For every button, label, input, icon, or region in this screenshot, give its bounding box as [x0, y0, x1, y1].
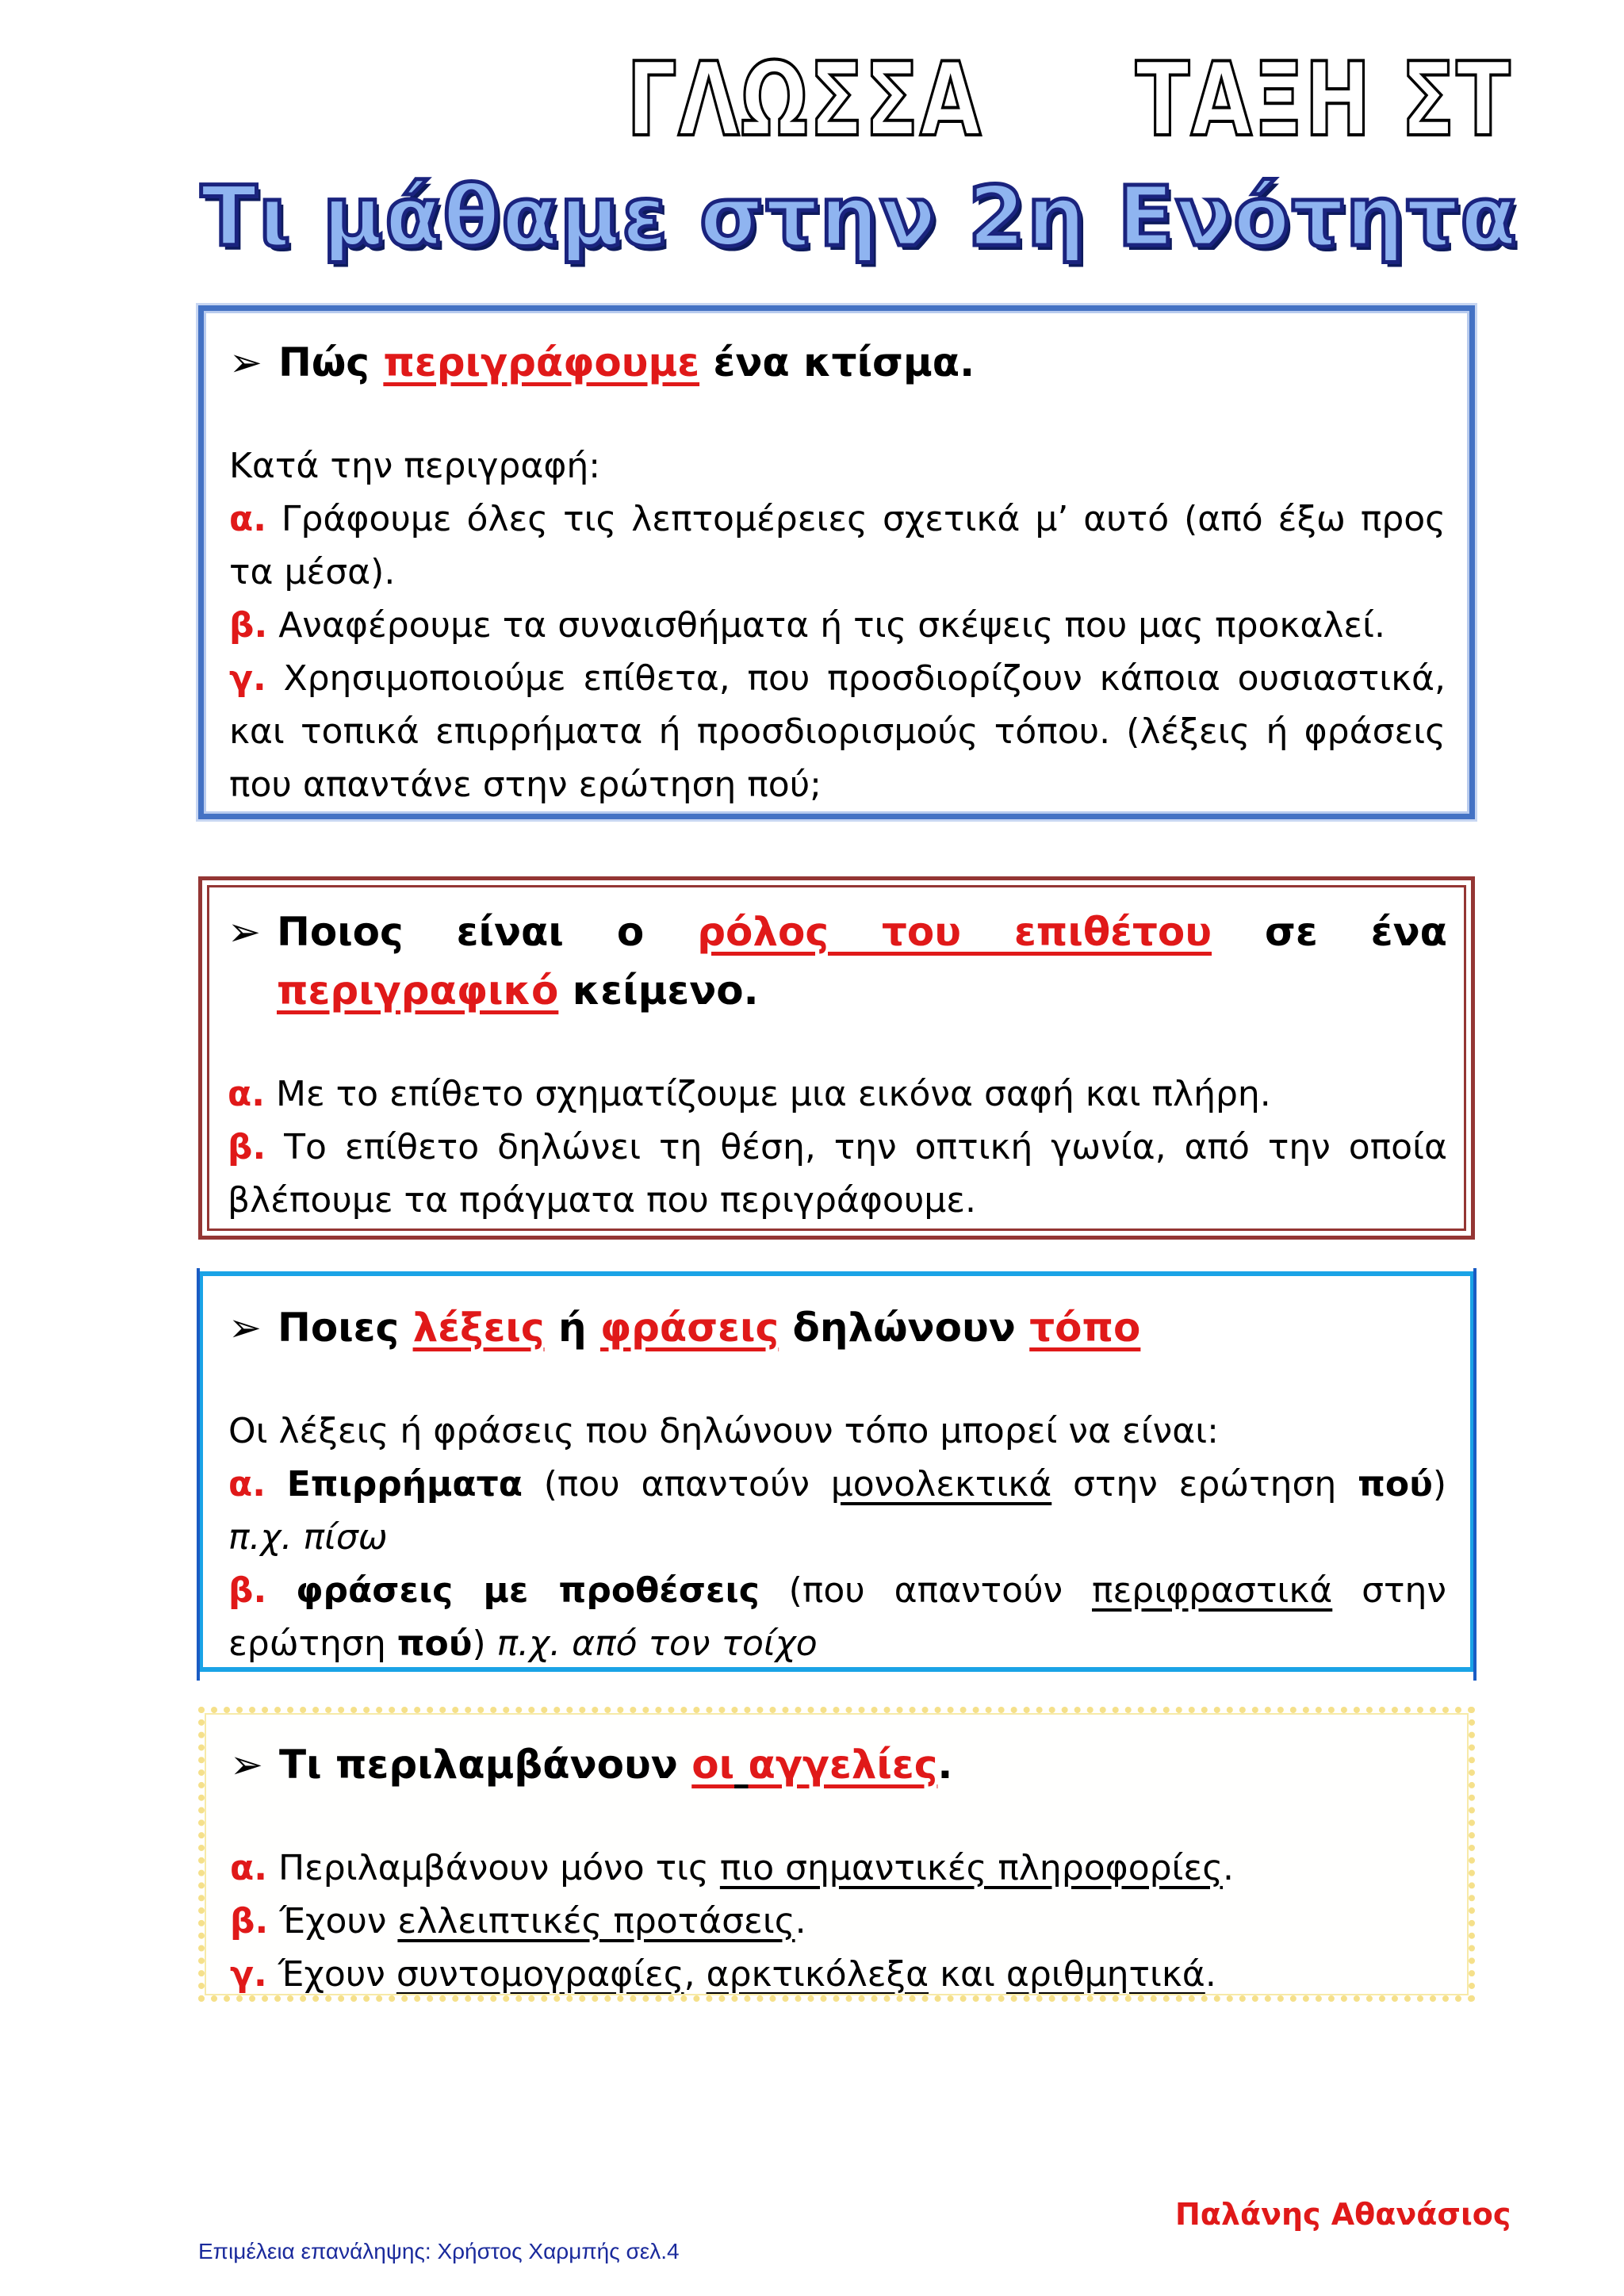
list-item: α. Περιλαμβάνουν μόνο τις πιο σημαντικές πληροφορίες.	[230, 1848, 1235, 1888]
arrow-bullet-icon: ➢	[228, 1305, 262, 1351]
list-item: γ. Χρησιμοποιούμε επίθετα, που προσδιορίζουν κάποια ουσιαστικά, και τοπικά επιρρήματα ή προσδιορισμούς τόπου. (λέξεις ή φράσεις που απαντάνε στην ερώτηση πού;	[229, 658, 1446, 805]
page-footer: Επιμέλεια επανάληψης: Χρήστος Χαρμπής σελ.4	[198, 2239, 680, 2263]
list-item: β. φράσεις με προθέσεις (που απαντούν περιφραστικά στην ερώτηση πού) π.χ. από τον τοίχο	[228, 1570, 1446, 1664]
section-question: ➢ Ποιος είναι ο ρόλος του επιθέτου σε ένα περιγραφικό κείμενο.	[228, 903, 1447, 1020]
section-adjective-role	[198, 876, 1475, 1240]
list-item: β. Έχουν ελλειπτικές προτάσεις.	[230, 1901, 806, 1941]
arrow-bullet-icon: ➢	[228, 909, 261, 955]
subject-heading: ΓΛΩΣΣΑ	[626, 41, 982, 159]
intro-text: Κατά την περιγραφή:	[229, 446, 601, 486]
grade-heading: ΤΑΞΗ ΣΤ	[1136, 41, 1511, 159]
highlighted-term: λέξεις	[412, 1305, 545, 1351]
intro-text: Οι λέξεις ή φράσεις που δηλώνουν τόπο μπορεί να είναι:	[228, 1411, 1219, 1451]
list-item: α. Επιρρήματα (που απαντούν μονολεκτικά στην ερώτηση πού) π.χ. πίσω	[228, 1464, 1446, 1558]
section-question: ➢ Ποιες λέξεις ή φράσεις δηλώνουν τόπο	[228, 1298, 1446, 1357]
list-item: α. Με το επίθετο σχηματίζουμε μια εικόνα σαφή και πλήρη.	[228, 1074, 1271, 1114]
list-item: γ. Έχουν συντομογραφίες, αρκτικόλεξα και αριθμητικά.	[230, 1954, 1216, 1995]
arrow-bullet-icon: ➢	[229, 339, 262, 385]
highlighted-term: αγγελίες	[748, 1742, 938, 1788]
highlighted-term: περιγράφουμε	[383, 339, 700, 385]
author-name: Παλάνης Αθανάσιος	[1175, 2197, 1511, 2232]
highlighted-term: φράσεις	[599, 1305, 779, 1351]
list-item: β. Αναφέρουμε τα συναισθήματα ή τις σκέψεις που μας προκαλεί.	[229, 605, 1386, 646]
section-question: ➢ Πώς περιγράφουμε ένα κτίσμα.	[229, 333, 1446, 392]
section-place-words	[198, 1271, 1475, 1672]
page-title: Τι μάθαμε στην 2η Ενότητα	[201, 168, 1519, 265]
section-building-description	[198, 305, 1475, 819]
highlighted-term: ρόλος του επιθέτου	[697, 909, 1212, 955]
list-item: α. Γράφουμε όλες τις λεπτομέρειες σχετικά μ’ αυτό (από έξω προς τα μέσα).	[229, 499, 1446, 592]
section-question: ➢ Τι περιλαμβάνουν οι αγγελίες.	[230, 1735, 1445, 1794]
arrow-bullet-icon: ➢	[230, 1742, 263, 1788]
highlighted-term: οι	[691, 1742, 735, 1788]
list-item: β. Το επίθετο δηλώνει τη θέση, την οπτική γωνία, από την οποία βλέπουμε τα πράγματα που περιγράφουμε.	[228, 1127, 1447, 1221]
highlighted-term: τόπο	[1029, 1305, 1141, 1351]
highlighted-term: περιγραφικό	[277, 968, 559, 1014]
section-ads	[198, 1707, 1475, 2002]
